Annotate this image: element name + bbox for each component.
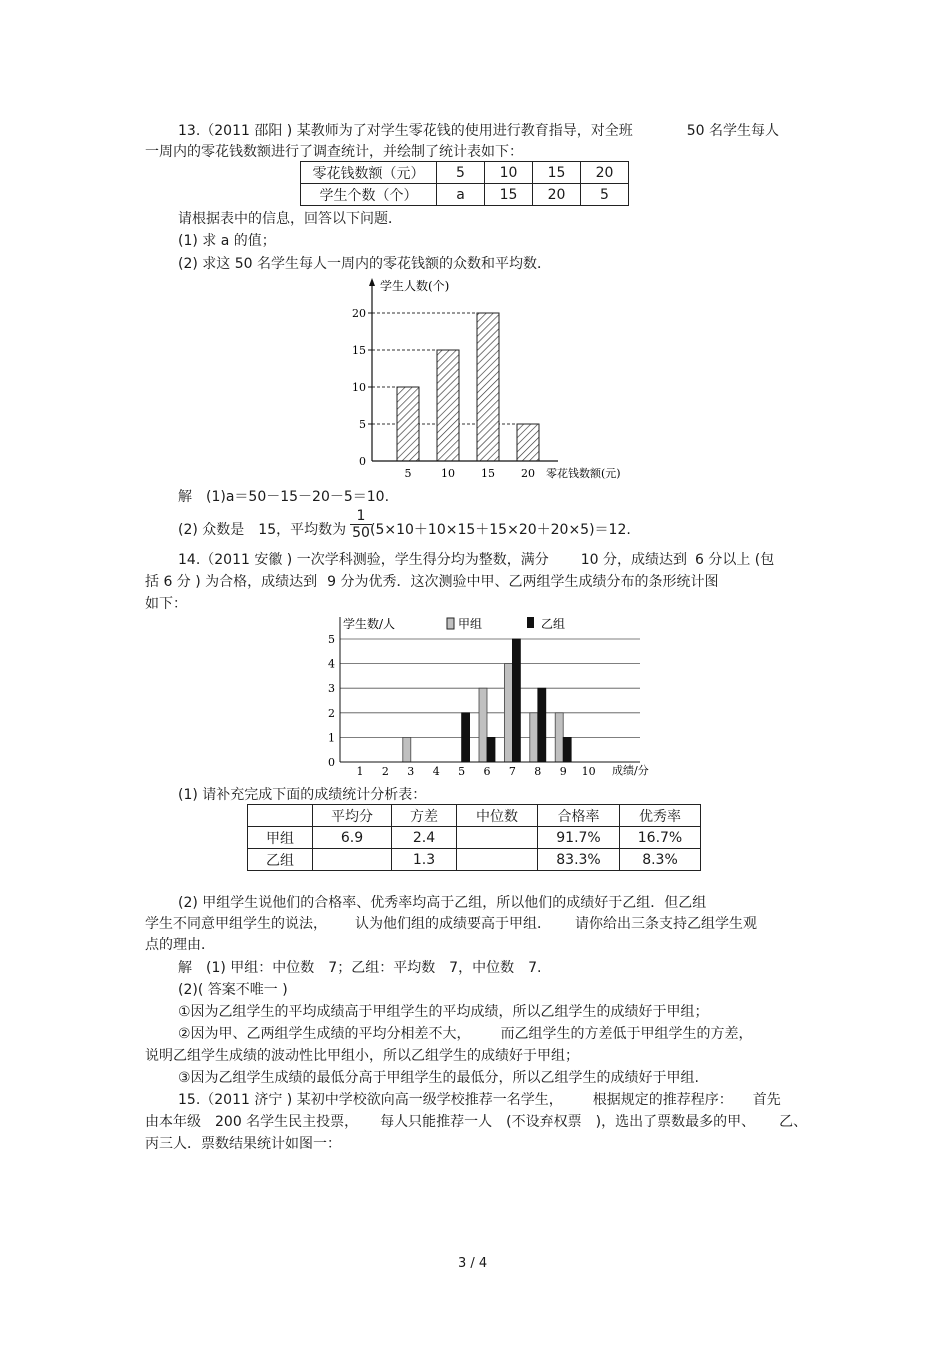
q14-sub2-b3: 请你给出三条支持乙组学生观 — [575, 916, 757, 932]
q14-sub1: (1) 请补充完成下面的成绩统计分析表： — [178, 787, 427, 803]
q15-line3: 丙三人．票数结果统计如图一： — [145, 1136, 341, 1152]
c2-bar-jia — [504, 664, 512, 762]
c2-ytick-label: 2 — [328, 706, 335, 720]
c2-ytick-label: 1 — [328, 731, 335, 745]
q13-row1-label: 零花钱数额（元） — [301, 162, 437, 184]
q13-cell: 5 — [437, 162, 485, 184]
q13-fraction-denominator: 50 — [352, 525, 370, 541]
q13-cell: a — [437, 184, 485, 206]
q14-td — [457, 849, 538, 871]
q15-line2 — [145, 1113, 807, 1131]
q14-th: 优秀率 — [620, 805, 701, 827]
c2-xtick-label: 9 — [559, 765, 567, 778]
q13-sub2: (2) 求这 50 名学生每人一周内的零花钱额的众数和平均数． — [178, 256, 551, 272]
q13-line1-a: 13.（2011 邵阳 ) 某教师为了对学生零花钱的使用进行教育指导，对全班 — [178, 123, 633, 139]
q15-line2-b: 每人只能推荐一人 (不设弃权票 )，选出了票数最多的甲、 — [380, 1114, 756, 1130]
c1-bar — [517, 424, 539, 461]
q15-line1-a: 15.（2011 济宁 ) 某初中学校欲向高一级学校推荐一名学生， — [178, 1092, 563, 1108]
q13-cell: 5 — [581, 184, 629, 206]
q14-sub2-b1: 学生不同意甲组学生的说法， — [145, 916, 327, 932]
q13-sol2-b: (5×10＋10×15＋15×20＋20×5)＝12. — [370, 522, 631, 538]
c2-bar-jia — [530, 713, 538, 762]
q15-line1-b: 根据规定的推荐程序： — [592, 1092, 733, 1108]
q14-th — [248, 805, 313, 827]
c2-ytick-label: 0 — [328, 756, 335, 769]
q14-line2-b: 9 分为优秀．这次测验中甲、乙两组学生成绩分布的条形统计图 — [327, 574, 719, 590]
q14-sol1: 解 (1) 甲组：中位数 7；乙组：平均数 7，中位数 7. — [178, 960, 542, 976]
q13-cell: 15 — [533, 162, 581, 184]
c1-ylabel: 学生人数(个) — [380, 279, 450, 293]
q14-line3: 如下： — [145, 596, 187, 612]
c2-legend — [447, 617, 565, 631]
c2-legend-jia: 甲组 — [458, 617, 483, 631]
c1-bar — [397, 387, 419, 461]
q14-line1-c: 6 分以上 (包 — [694, 552, 775, 568]
c1-xtick-label: 20 — [521, 467, 535, 480]
c2-bar-yi — [538, 688, 546, 762]
c2-xtick-label: 3 — [407, 765, 415, 778]
q14-reason2-a: ②因为甲、乙两组学生成绩的平均分相差不大， — [178, 1026, 471, 1042]
q14-reason2 — [178, 1025, 753, 1043]
c1-bar — [437, 350, 459, 461]
q14-td: 91.7% — [538, 827, 620, 849]
q14-reason2-c: 说明乙组学生成绩的波动性比甲组小，所以乙组学生的成绩好于甲组； — [145, 1048, 579, 1064]
q13-sol1: 解 (1)a＝50－15－20－5＝10. — [178, 489, 390, 505]
c2-xtick-label: 6 — [483, 765, 491, 778]
c2-ytick-label: 3 — [328, 682, 335, 696]
c2-xtick-label: 2 — [381, 765, 389, 778]
q14-table-row — [248, 849, 701, 871]
q15-line1 — [178, 1091, 781, 1109]
c2-bar-jia — [403, 737, 411, 762]
page-number: 3 / 4 — [458, 1256, 488, 1271]
q14-table-header — [248, 805, 701, 827]
q14-sol2: (2)( 答案不唯一 ) — [178, 982, 288, 998]
c1-ytick-label: 5 — [359, 418, 366, 431]
q13-cell: 20 — [533, 184, 581, 206]
c1-ytick-label: 0 — [359, 455, 366, 468]
c2-xtick-label: 7 — [508, 765, 516, 778]
q14-td: 8.3% — [620, 849, 701, 871]
q13-cell: 20 — [581, 162, 629, 184]
q14-td: 16.7% — [620, 827, 701, 849]
c1-xlabel: 零花钱数额(元) — [546, 467, 621, 480]
c2-legend-swatch-yi — [527, 617, 534, 628]
q13-line2: 一周内的零花钱数额进行了调查统计，并绘制了统计表如下： — [145, 144, 523, 160]
c1-bar — [477, 313, 499, 461]
q14-line2-a: 括 6 分 ) 为合格，成绩达到 — [145, 574, 318, 590]
q14-td: 6.9 — [313, 827, 392, 849]
q14-th: 方差 — [392, 805, 457, 827]
c2-xtick-label: 8 — [534, 765, 542, 778]
c2-legend-swatch-jia — [447, 618, 454, 629]
c1-ytick-label: 20 — [352, 307, 366, 320]
q14-sub2-c: 点的理由． — [145, 937, 215, 953]
q13-row2-label: 学生个数（个） — [301, 184, 437, 206]
c2-xtick-label: 5 — [458, 765, 466, 778]
q14-td: 83.3% — [538, 849, 620, 871]
q14-table-row — [248, 827, 701, 849]
c2-xtick-label: 1 — [356, 765, 364, 778]
q15-line1-c: 首先 — [752, 1092, 781, 1108]
q13-prompt: 请根据表中的信息，回答以下问题． — [178, 211, 402, 227]
q14-td: 乙组 — [248, 849, 313, 871]
q13-cell: 15 — [485, 184, 533, 206]
q13-table-row — [301, 162, 629, 184]
q14-line1 — [178, 551, 774, 569]
c2-bar-yi — [462, 713, 470, 762]
c2-xtick-label: 10 — [581, 765, 596, 778]
q14-td — [457, 827, 538, 849]
c2-bar-jia — [479, 688, 487, 762]
q14-sub2-b2: 认为他们组的成绩要高于甲组． — [355, 916, 551, 932]
c2-legend-yi: 乙组 — [541, 617, 566, 631]
c2-xtick-label: 4 — [432, 765, 440, 778]
c1-y-axis-arrow — [369, 278, 375, 286]
q14-reason2-b: 而乙组学生的方差低于甲组学生的方差， — [500, 1026, 753, 1042]
q13-fraction — [350, 508, 372, 542]
q14-table — [247, 804, 701, 871]
c2-ytick-label: 4 — [328, 657, 335, 671]
q14-th: 中位数 — [457, 805, 538, 827]
q13-bar-chart — [340, 275, 650, 485]
q15-line2-a: 由本年级 200 名学生民主投票， — [145, 1114, 359, 1130]
c2-bar-yi — [487, 737, 495, 762]
c2-ytick-label: 5 — [328, 633, 335, 646]
q14-sub2-a: (2) 甲组学生说他们的合格率、优秀率均高于乙组，所以他们的成绩好于乙组．但乙组 — [178, 895, 707, 911]
c1-ytick-label: 10 — [352, 381, 366, 394]
q13-sol2-a: (2) 众数是 15，平均数为 — [178, 522, 347, 538]
c2-ylabel: 学生数/人 — [343, 617, 396, 631]
q14-line1-b: 10 分，成绩达到 — [580, 552, 687, 568]
q13-fraction-numerator: 1 — [350, 508, 372, 525]
q14-th: 合格率 — [538, 805, 620, 827]
c1-xtick-label: 10 — [441, 467, 455, 480]
q14-td: 2.4 — [392, 827, 457, 849]
c2-bar-yi — [512, 639, 520, 762]
q13-table — [300, 161, 629, 206]
q14-td — [313, 849, 392, 871]
c1-ytick-label: 15 — [352, 344, 366, 357]
q15-line2-c: 乙、 — [779, 1114, 808, 1130]
q13-cell: 10 — [485, 162, 533, 184]
c1-xtick-label: 15 — [481, 467, 495, 480]
q14-th: 平均分 — [313, 805, 392, 827]
c1-xtick-label: 5 — [404, 467, 412, 480]
c2-bar-jia — [555, 713, 563, 762]
q14-td: 甲组 — [248, 827, 313, 849]
q13-table-row — [301, 184, 629, 206]
q13-line1 — [178, 122, 779, 140]
q14-bar-chart — [325, 612, 670, 782]
c2-xlabel: 成绩/分 — [612, 764, 649, 777]
q14-line2 — [145, 573, 719, 591]
q14-sub2-b — [145, 915, 757, 933]
q13-line1-b: 50 名学生每人 — [686, 123, 779, 139]
q13-sub1: (1) 求 a 的值； — [178, 233, 276, 249]
q14-td: 1.3 — [392, 849, 457, 871]
q14-reason1: ①因为乙组学生的平均成绩高于甲组学生的平均成绩，所以乙组学生的成绩好于甲组； — [178, 1004, 709, 1020]
c2-bar-yi — [563, 737, 571, 762]
q14-line1-a: 14.（2011 安徽 ) 一次学科测验，学生得分均为整数，满分 — [178, 552, 549, 568]
q14-reason3: ③因为乙组学生成绩的最低分高于甲组学生的最低分，所以乙组学生的成绩好于甲组. — [178, 1070, 699, 1086]
